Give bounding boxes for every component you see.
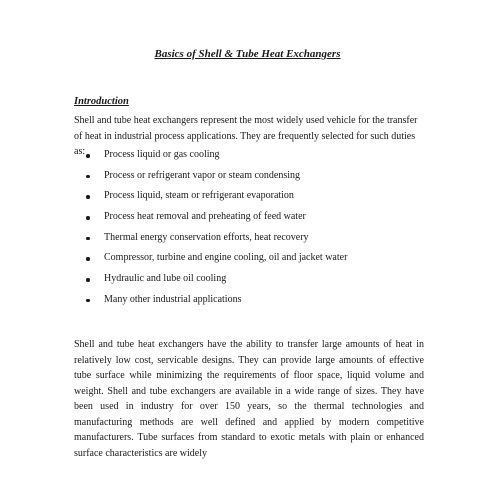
intro-paragraph: Shell and tube heat exchangers represent the most widely used vehicle for the transfer of heat in industrial process applications. They are frequently selected for such duties as: [74,115,418,157]
bullet-text: Process liquid, steam or refrigerant evaporation [104,190,294,202]
bullet-text: Hydraulic and lube oil cooling [104,273,227,285]
bullet-list [86,148,416,314]
bullet-icon [86,154,90,158]
bullet-icon [86,237,90,241]
bullet-item [86,293,416,314]
section-heading-introduction: Introduction [74,96,129,107]
bullet-icon [86,195,90,199]
bullet-icon [86,299,90,303]
bullet-text: Process heat removal and preheating of feed water [104,211,306,223]
bullet-text: Process or refrigerant vapor or steam condensing [104,169,301,181]
bullet-text: Thermal energy conservation efforts, heat recovery [104,231,309,243]
bullet-item [86,210,416,231]
bullet-text: Many other industrial applications [104,293,242,305]
bullet-icon [86,216,90,220]
bullet-icon [86,278,90,282]
bullet-item [86,231,416,252]
bullet-item [86,251,416,272]
body-paragraph: Shell and tube heat exchangers have the ability to transfer large amounts of heat in relatively low cost, servicable designs. They can provide large amounts of effective tube surface while minimizing the requirements of floor space, liquid volume and weight. Shell and tube exchangers are available in a wide range of sizes. They have been used in industry for over 150 years, so the thermal technologies and manufacturing methods are well defined and applied by modern competitive manufacturers. Tube surfaces from standard to exotic metals with plain or enhanced surface characteristics are widely [74,339,424,459]
bullet-item [86,169,416,190]
bullet-icon [86,175,90,179]
document-title: Basics of Shell & Tube Heat Exchangers [154,48,341,60]
bullet-item [86,148,416,169]
bullet-icon [86,257,90,261]
bullet-text: Compressor, turbine and engine cooling, oil and jacket water [104,252,348,264]
bullet-item [86,189,416,210]
bullet-item [86,272,416,293]
bullet-text: Process liquid or gas cooling [104,149,220,160]
